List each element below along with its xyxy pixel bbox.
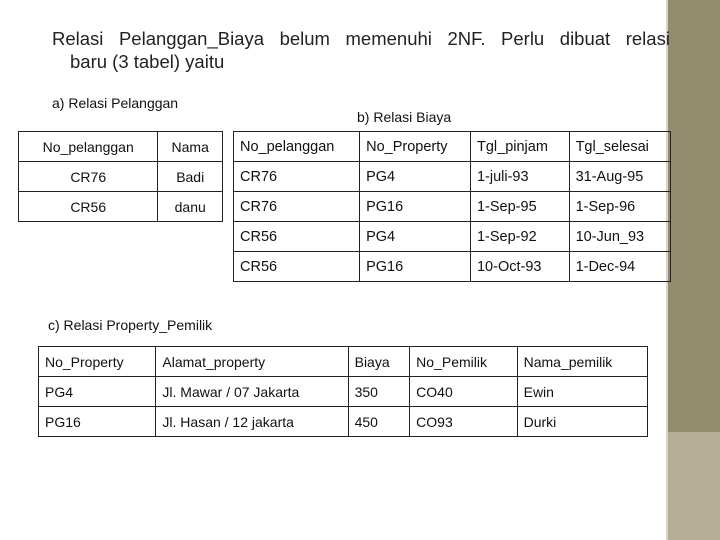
table-cell: 31-Aug-95 xyxy=(569,162,670,192)
table-row xyxy=(19,192,223,222)
table-cell: 450 xyxy=(348,407,410,437)
table-header-cell: Tgl_pinjam xyxy=(470,132,569,162)
table-header-cell: Nama_pemilik xyxy=(517,347,647,377)
table-cell: Durki xyxy=(517,407,647,437)
intro-word: dibuat xyxy=(559,28,611,49)
table-cell: Jl. Mawar / 07 Jakarta xyxy=(156,377,348,407)
table-header-row xyxy=(39,347,648,377)
table-row xyxy=(234,222,671,252)
intro-line-2: baru (3 tabel) yaitu xyxy=(70,51,225,72)
intro-word: relasi xyxy=(625,28,670,49)
table-header-cell: No_Pemilik xyxy=(410,347,517,377)
table-row xyxy=(234,162,671,192)
table-cell: PG16 xyxy=(39,407,156,437)
table-row xyxy=(234,192,671,222)
table-header-cell: No_pelanggan xyxy=(234,132,360,162)
table-header-cell: No_Property xyxy=(360,132,471,162)
intro-word: Perlu xyxy=(501,28,545,49)
table-cell: 1-Sep-96 xyxy=(569,192,670,222)
table-cell: 1-Sep-92 xyxy=(470,222,569,252)
table-cell: danu xyxy=(158,192,223,222)
table-header-row xyxy=(234,132,671,162)
table-header-cell: Tgl_selesai xyxy=(569,132,670,162)
intro-word: Relasi xyxy=(52,28,104,49)
table-header-cell: Nama xyxy=(158,132,223,162)
table-cell: PG4 xyxy=(39,377,156,407)
table-cell: PG4 xyxy=(360,162,471,192)
table-header-cell: Alamat_property xyxy=(156,347,348,377)
table-cell: 10-Jun_93 xyxy=(569,222,670,252)
table-cell: CR76 xyxy=(19,162,158,192)
table-cell: CR56 xyxy=(19,192,158,222)
table-cell: Jl. Hasan / 12 jakarta xyxy=(156,407,348,437)
intro-word: memenuhi xyxy=(345,28,432,49)
decorative-sidebar-accent xyxy=(668,432,720,540)
table-cell: Badi xyxy=(158,162,223,192)
table-cell: CO93 xyxy=(410,407,517,437)
table-row xyxy=(234,252,671,282)
table-cell: 10-Oct-93 xyxy=(470,252,569,282)
table-cell: 1-juli-93 xyxy=(470,162,569,192)
intro-text xyxy=(52,27,670,73)
table-relasi-pelanggan xyxy=(18,131,223,222)
table-row xyxy=(39,377,648,407)
intro-word: 2NF. xyxy=(447,28,486,49)
table-header-cell: No_pelanggan xyxy=(19,132,158,162)
table-cell: PG16 xyxy=(360,252,471,282)
table-cell: 1-Dec-94 xyxy=(569,252,670,282)
table-cell: CR76 xyxy=(234,162,360,192)
label-relasi-pelanggan: a) Relasi Pelanggan xyxy=(52,95,179,111)
table-relasi-property-pemilik xyxy=(38,346,648,437)
table-cell: PG4 xyxy=(360,222,471,252)
intro-word: Pelanggan_Biaya xyxy=(118,28,265,49)
label-relasi-property-pemilik: c) Relasi Property_Pemilik xyxy=(48,317,213,333)
table-cell: CO40 xyxy=(410,377,517,407)
table-row xyxy=(19,162,223,192)
table-cell: CR76 xyxy=(234,192,360,222)
table-cell: 1-Sep-95 xyxy=(470,192,569,222)
intro-word: belum xyxy=(279,28,330,49)
table-header-row xyxy=(19,132,223,162)
table-cell: CR56 xyxy=(234,222,360,252)
table-row xyxy=(39,407,648,437)
table-cell: PG16 xyxy=(360,192,471,222)
table-cell: CR56 xyxy=(234,252,360,282)
table-relasi-biaya xyxy=(233,131,671,282)
table-cell: 350 xyxy=(348,377,410,407)
table-header-cell: No_Property xyxy=(39,347,156,377)
table-cell: Ewin xyxy=(517,377,647,407)
table-header-cell: Biaya xyxy=(348,347,410,377)
label-relasi-biaya: b) Relasi Biaya xyxy=(357,109,452,125)
